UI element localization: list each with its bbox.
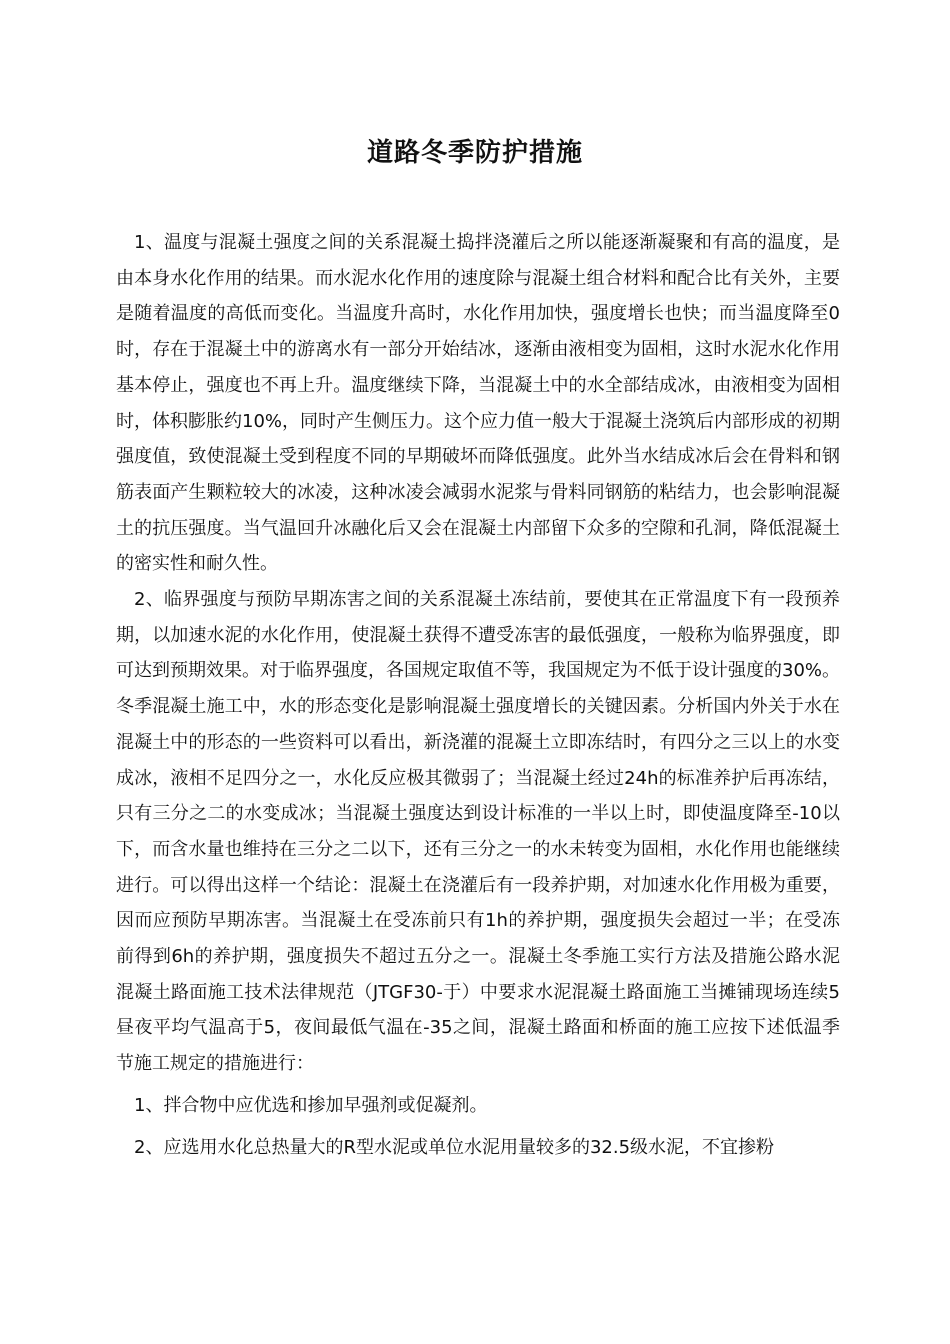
paragraph-critical-strength: 2、临界强度与预防早期冻害之间的关系混凝土冻结前，要使其在正常温度下有一段预养期，以加速水泥的水化作用，使混凝土获得不遭受冻害的最低强度，一般称为临界强度，即可达到预期效果。对于临界强度，各国规定取值不等，我国规定为不低于设计强度的30%。冬季混凝土施工中，水的形态变化是影响混凝土强度增长的关键因素。分析国内外关于水在混凝土中的形态的一些资料可以看出，新浇灌的混凝土立即冻结时，有四分之三以上的水变成冰，液相不足四分之一，水化反应极其微弱了；当混凝土经过24h的标准养护后再冻结，只有三分之二的水变成冰；当混凝土强度达到设计标准的一半以上时，即使温度降至-10以下，而含水量也维持在三分之二以下，还有三分之一的水未转变为固相，水化作用也能继续进行。可以得出这样一个结论：混凝土在浇灌后有一段养护期，对加速水化作用极为重要，因而应预防早期冻害。当混凝土在受冻前只有1h的养护期，强度损失会超过一半；在受冻前得到6h的养护期，强度损失不超过五分之一。混凝土冬季施工实行方法及措施公路水泥混凝土路面施工技术法律规范（JTGF30-于）中要求水泥混凝土路面施工当摊铺现场连续5昼夜平均气温高于5，夜间最低气温在-35之间，混凝土路面和桥面的施工应按下述低温季节施工规定的措施进行：: [116, 589, 841, 1075]
list-item-early-strength-agent: 1、拌合物中应优选和掺加早强剂或促凝剂。: [134, 1094, 488, 1116]
paragraph-temperature-strength: 1、温度与混凝土强度之间的关系混凝土捣拌浇灌后之所以能逐渐凝聚和有高的温度，是由本身水化作用的结果。而水泥水化作用的速度除与混凝土组合材料和配合比有关外，主要是随着温度的高低而变化。当温度升高时，水化作用加快，强度增长也快；而当温度降至0时，存在于混凝土中的游离水有一部分开始结冰，逐渐由液相变为固相，这时水泥水化作用基本停止，强度也不再上升。温度继续下降，当混凝土中的水全部结成冰，由液相变为固相时，体积膨胀约10%，同时产生侧压力。这个应力值一般大于混凝土浇筑后内部形成的初期强度值，致使混凝土受到程度不同的早期破坏而降低强度。此外当水结成冰后会在骨料和钢筋表面产生颗粒较大的冰凌，这种冰凌会减弱水泥浆与骨料同钢筋的粘结力，也会影响混凝土的抗压强度。当气温回升冰融化后又会在混凝土内部留下众多的空隙和孔洞，降低混凝土的密实性和耐久性。: [116, 232, 841, 575]
page-title: 道路冬季防护措施: [366, 138, 583, 168]
list-item-cement-selection: 2、应选用水化总热量大的R型水泥或单位水泥用量较多的32.5级水泥，不宜掺粉: [134, 1136, 775, 1158]
document-body: [116, 225, 840, 1165]
